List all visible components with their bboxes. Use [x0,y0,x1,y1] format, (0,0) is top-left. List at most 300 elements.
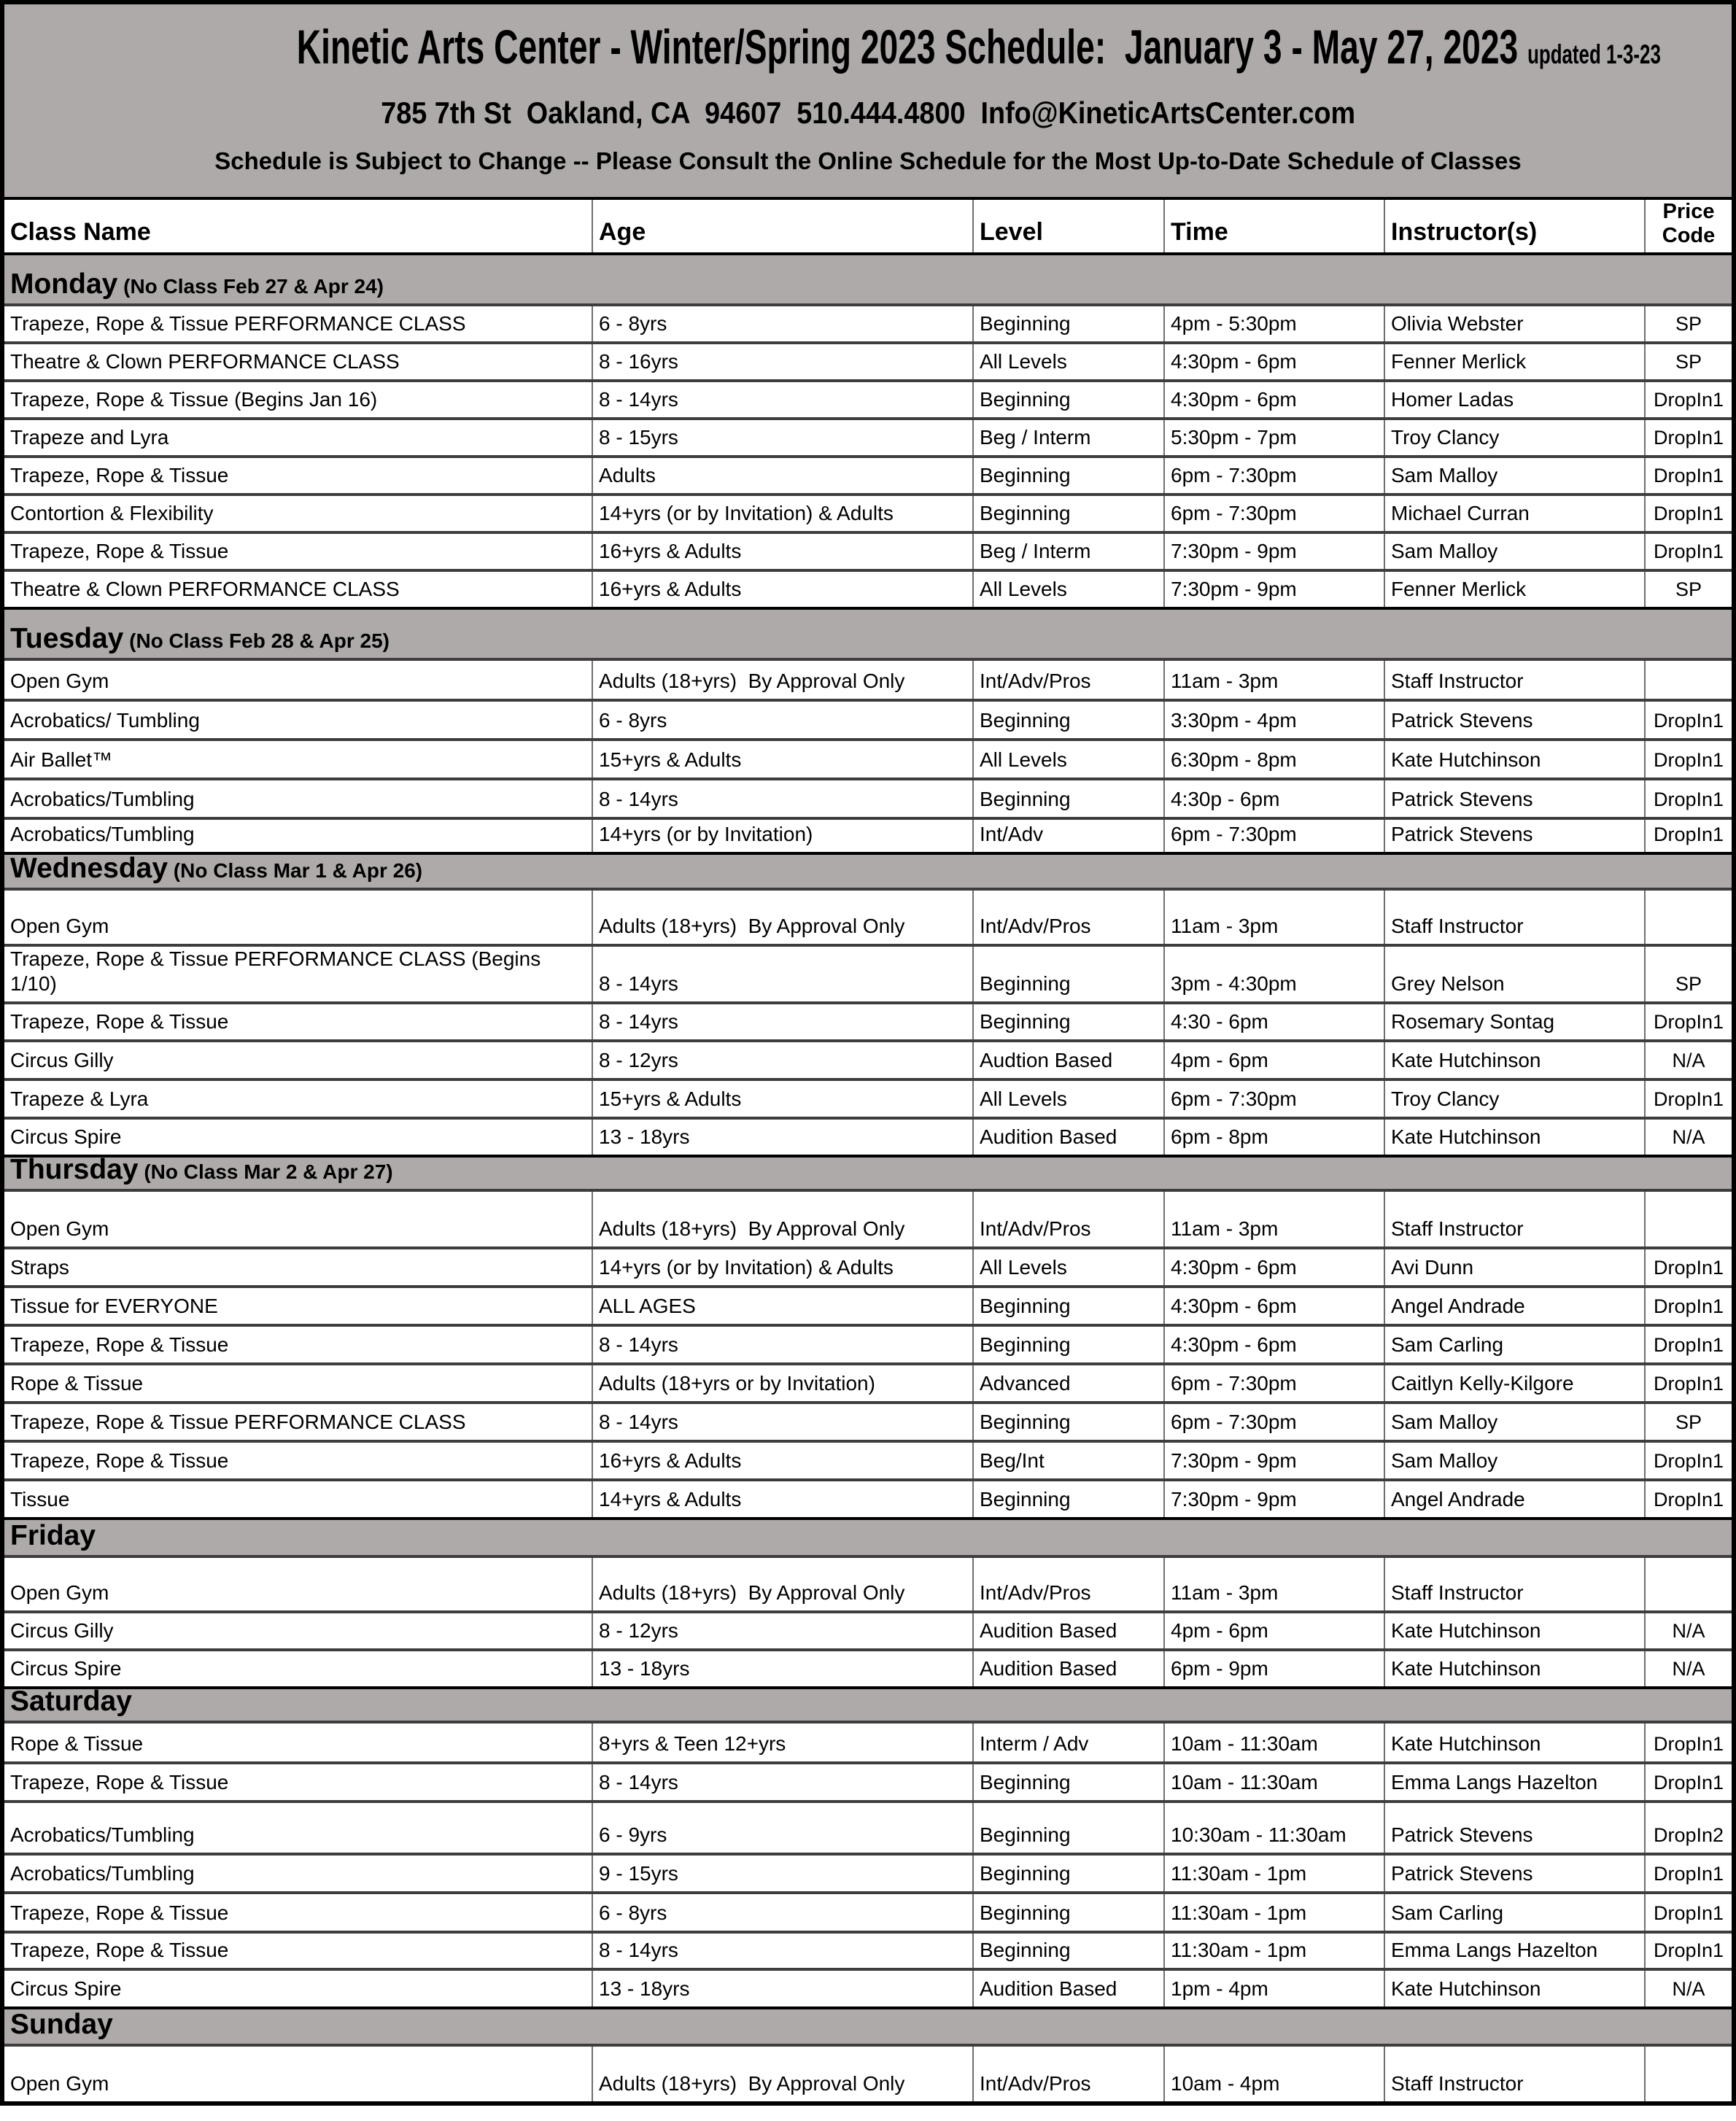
column-header-price-code: Price Code [1645,200,1732,254]
day-label: Tuesday [10,623,124,654]
class-name-cell: Trapeze, Rope & Tissue [4,1763,592,1802]
price-code-cell [1645,889,1732,945]
time-cell: 11:30am - 1pm [1164,1893,1384,1932]
time-cell: 4pm - 6pm [1164,1041,1384,1079]
instructor-cell: Sam Carling [1384,1325,1645,1364]
instructor-cell: Emma Langs Hazelton [1384,1932,1645,1969]
class-name-cell: Rope & Tissue [4,1364,592,1403]
price-code-cell: SP [1645,1403,1732,1441]
level-cell: Beg / Interm [973,419,1164,457]
day-band-cell [4,608,1732,659]
instructor-cell: Rosemary Sontag [1384,1003,1645,1041]
time-cell: 7:30pm - 9pm [1164,532,1384,570]
instructor-cell: Staff Instructor [1384,2045,1645,2101]
time-cell: 4:30pm - 6pm [1164,1248,1384,1287]
instructor-cell: Homer Ladas [1384,381,1645,419]
class-row [4,1003,1732,1041]
age-cell: Adults (18+yrs) By Approval Only [592,889,973,945]
level-cell: Beginning [973,1325,1164,1364]
age-cell: 8 - 12yrs [592,1041,973,1079]
level-cell: Audition Based [973,1969,1164,2008]
age-cell: 6 - 8yrs [592,700,973,740]
price-code-cell: DropIn1 [1645,740,1732,779]
price-code-cell [1645,1190,1732,1248]
class-row [4,1480,1732,1519]
instructor-cell: Grey Nelson [1384,945,1645,1003]
time-cell: 11am - 3pm [1164,889,1384,945]
time-cell: 5:30pm - 7pm [1164,419,1384,457]
day-band-monday [4,254,1732,305]
instructor-cell: Caitlyn Kelly-Kilgore [1384,1364,1645,1403]
class-name-cell: Open Gym [4,889,592,945]
class-row [4,381,1732,419]
time-cell: 4pm - 6pm [1164,1612,1384,1650]
day-label: Monday [10,268,118,300]
time-cell: 7:30pm - 9pm [1164,570,1384,608]
price-code-cell: DropIn1 [1645,419,1732,457]
updated-note: updated 1-3-23 [1527,39,1661,69]
title-scale-wrapper [297,20,1661,81]
level-cell: Int/Adv [973,818,1164,853]
price-code-cell: SP [1645,945,1732,1003]
age-cell: Adults (18+yrs) By Approval Only [592,1556,973,1612]
instructor-cell: Patrick Stevens [1384,1854,1645,1893]
document-header [4,4,1732,200]
schedule-change-note: Schedule is Subject to Change -- Please Consult the Online Schedule for the Most Up-to-Date Schedule of Classes [214,147,1522,174]
class-row [4,343,1732,381]
day-label: Thursday [10,1156,139,1185]
age-cell: 8 - 14yrs [592,945,973,1003]
time-cell: 6pm - 9pm [1164,1650,1384,1688]
class-name-cell: Trapeze, Rope & Tissue [4,1893,592,1932]
time-cell: 4:30pm - 6pm [1164,343,1384,381]
level-cell: Beginning [973,1003,1164,1041]
age-cell: 14+yrs (or by Invitation) [592,818,973,853]
class-row [4,457,1732,495]
time-cell: 3pm - 4:30pm [1164,945,1384,1003]
class-row [4,1248,1732,1287]
age-cell: Adults (18+yrs or by Invitation) [592,1364,973,1403]
class-row [4,1802,1732,1854]
age-cell: Adults (18+yrs) By Approval Only [592,1190,973,1248]
class-row [4,779,1732,818]
class-name-cell: Acrobatics/Tumbling [4,1854,592,1893]
instructor-cell: Kate Hutchinson [1384,1041,1645,1079]
class-name-cell: Rope & Tissue [4,1722,592,1763]
class-name-cell: Circus Spire [4,1969,592,2008]
level-cell: Beginning [973,1932,1164,1969]
instructor-cell: Patrick Stevens [1384,700,1645,740]
level-cell: All Levels [973,1079,1164,1118]
class-row [4,305,1732,343]
price-code-cell: DropIn1 [1645,1248,1732,1287]
instructor-cell: Sam Malloy [1384,457,1645,495]
age-cell: 8 - 14yrs [592,779,973,818]
price-code-cell: SP [1645,305,1732,343]
class-name-cell: Theatre & Clown PERFORMANCE CLASS [4,570,592,608]
price-code-cell: DropIn1 [1645,779,1732,818]
class-name-cell: Trapeze, Rope & Tissue [4,1932,592,1969]
class-name-cell: Circus Spire [4,1650,592,1688]
class-row [4,740,1732,779]
age-cell: 8 - 14yrs [592,1003,973,1041]
age-cell: 6 - 8yrs [592,305,973,343]
class-name-cell: Open Gym [4,659,592,700]
class-row [4,570,1732,608]
class-row [4,495,1732,532]
price-code-cell: SP [1645,570,1732,608]
level-cell: Audition Based [973,1612,1164,1650]
age-cell: 15+yrs & Adults [592,740,973,779]
age-cell: 8 - 14yrs [592,1403,973,1441]
level-cell: Advanced [973,1364,1164,1403]
class-row [4,1287,1732,1325]
instructor-cell: Kate Hutchinson [1384,1118,1645,1156]
price-code-cell: DropIn1 [1645,381,1732,419]
class-name-cell: Tissue for EVERYONE [4,1287,592,1325]
time-cell: 6pm - 7:30pm [1164,495,1384,532]
time-cell: 4:30pm - 6pm [1164,381,1384,419]
instructor-cell: Kate Hutchinson [1384,1722,1645,1763]
age-cell: Adults (18+yrs) By Approval Only [592,659,973,700]
level-cell: Beginning [973,495,1164,532]
age-cell: ALL AGES [592,1287,973,1325]
instructor-cell: Fenner Merlick [1384,570,1645,608]
class-row [4,1650,1732,1688]
level-cell: Audtion Based [973,1041,1164,1079]
instructor-cell: Sam Malloy [1384,532,1645,570]
column-header-age: Age [592,200,973,254]
class-name-cell: Open Gym [4,1556,592,1612]
age-cell: 8 - 16yrs [592,343,973,381]
class-name-cell: Tissue [4,1480,592,1519]
price-code-cell: DropIn1 [1645,1722,1732,1763]
level-cell: Interm / Adv [973,1722,1164,1763]
price-code-cell: SP [1645,343,1732,381]
instructor-cell: Patrick Stevens [1384,1802,1645,1854]
instructor-cell: Olivia Webster [1384,305,1645,343]
age-cell: 8 - 14yrs [592,1763,973,1802]
price-code-cell: N/A [1645,1612,1732,1650]
level-cell: Int/Adv/Pros [973,1556,1164,1612]
day-band-saturday [4,1688,1732,1722]
level-cell: Beginning [973,700,1164,740]
age-cell: 8 - 14yrs [592,1932,973,1969]
column-header-row [4,200,1732,254]
class-name-cell: Acrobatics/Tumbling [4,818,592,853]
class-row [4,1763,1732,1802]
class-name-cell: Trapeze, Rope & Tissue [4,1003,592,1041]
class-name-cell: Circus Spire [4,1118,592,1156]
column-header-instructor-s: Instructor(s) [1384,200,1645,254]
age-cell: 13 - 18yrs [592,1118,973,1156]
age-cell: 8 - 12yrs [592,1612,973,1650]
age-cell: 8+yrs & Teen 12+yrs [592,1722,973,1763]
class-name-cell: Trapeze, Rope & Tissue [4,532,592,570]
time-cell: 10am - 4pm [1164,2045,1384,2101]
age-cell: 14+yrs & Adults [592,1480,973,1519]
class-row [4,532,1732,570]
price-code-cell: DropIn1 [1645,1854,1732,1893]
instructor-cell: Sam Malloy [1384,1441,1645,1480]
title-line [4,20,1732,87]
day-label: Saturday [10,1688,132,1717]
price-code-cell: DropIn1 [1645,1763,1732,1802]
address-text: 785 7th St Oakland, CA 94607 510.444.4800 Info@KineticArtsCenter.com [381,96,1355,130]
day-band-cell [4,254,1732,305]
level-cell: Int/Adv/Pros [973,659,1164,700]
level-cell: Beginning [973,1802,1164,1854]
price-code-cell [1645,659,1732,700]
age-cell: 13 - 18yrs [592,1650,973,1688]
time-cell: 7:30pm - 9pm [1164,1480,1384,1519]
class-name-cell: Trapeze & Lyra [4,1079,592,1118]
level-cell: Int/Adv/Pros [973,2045,1164,2101]
age-cell: 16+yrs & Adults [592,1441,973,1480]
time-cell: 11:30am - 1pm [1164,1932,1384,1969]
class-row [4,700,1732,740]
time-cell: 4:30pm - 6pm [1164,1325,1384,1364]
instructor-cell: Kate Hutchinson [1384,1650,1645,1688]
class-name-cell: Trapeze, Rope & Tissue [4,1325,592,1364]
age-cell: 6 - 8yrs [592,1893,973,1932]
price-code-cell: DropIn1 [1645,700,1732,740]
time-cell: 6pm - 8pm [1164,1118,1384,1156]
time-cell: 6pm - 7:30pm [1164,1364,1384,1403]
instructor-cell: Sam Malloy [1384,1403,1645,1441]
instructor-cell: Troy Clancy [1384,419,1645,457]
level-cell: Beginning [973,1854,1164,1893]
price-code-cell [1645,2045,1732,2101]
instructor-cell: Kate Hutchinson [1384,1969,1645,2008]
instructor-cell: Kate Hutchinson [1384,1612,1645,1650]
day-label: Friday [10,1520,96,1551]
level-cell: Audition Based [973,1118,1164,1156]
price-code-cell: DropIn1 [1645,1364,1732,1403]
price-code-cell: DropIn1 [1645,532,1732,570]
class-name-cell: Trapeze, Rope & Tissue [4,1441,592,1480]
day-band-friday [4,1519,1732,1556]
age-cell: 15+yrs & Adults [592,1079,973,1118]
price-code-cell: DropIn1 [1645,457,1732,495]
level-cell: Audition Based [973,1650,1164,1688]
price-code-cell: DropIn1 [1645,1325,1732,1364]
level-cell: All Levels [973,343,1164,381]
table-header [4,200,1732,254]
day-label: Wednesday [10,853,168,884]
level-cell: Beginning [973,1480,1164,1519]
level-cell: Beginning [973,1763,1164,1802]
column-header-class-name: Class Name [4,200,592,254]
day-note: (No Class Mar 1 & Apr 26) [168,859,423,882]
level-cell: All Levels [973,740,1164,779]
instructor-cell: Staff Instructor [1384,1190,1645,1248]
price-code-cell: DropIn1 [1645,1079,1732,1118]
price-code-cell: DropIn1 [1645,495,1732,532]
day-band-cell [4,1688,1732,1722]
time-cell: 11am - 3pm [1164,659,1384,700]
price-code-cell: N/A [1645,1969,1732,2008]
day-band-wednesday [4,853,1732,889]
level-cell: Beginning [973,779,1164,818]
day-note: (No Class Feb 27 & Apr 24) [117,275,384,298]
age-cell: 13 - 18yrs [592,1969,973,2008]
time-cell: 6pm - 7:30pm [1164,818,1384,853]
price-code-cell: N/A [1645,1650,1732,1688]
time-cell: 11am - 3pm [1164,1556,1384,1612]
level-cell: Beginning [973,457,1164,495]
class-name-cell: Open Gym [4,2045,592,2101]
class-name-cell: Trapeze, Rope & Tissue PERFORMANCE CLASS [4,1403,592,1441]
class-row [4,1854,1732,1893]
day-note: (No Class Feb 28 & Apr 25) [123,629,390,652]
class-row [4,818,1732,853]
price-code-cell: DropIn1 [1645,1003,1732,1041]
class-name-cell: Air Ballet™ [4,740,592,779]
class-name-cell: Circus Gilly [4,1612,592,1650]
time-cell: 4:30pm - 6pm [1164,1287,1384,1325]
level-cell: Beginning [973,1403,1164,1441]
class-name-cell: Trapeze and Lyra [4,419,592,457]
class-name-cell: Straps [4,1248,592,1287]
class-row [4,1722,1732,1763]
age-cell: 14+yrs (or by Invitation) & Adults [592,1248,973,1287]
instructor-cell: Staff Instructor [1384,889,1645,945]
age-cell: 16+yrs & Adults [592,570,973,608]
price-code-cell: DropIn1 [1645,1441,1732,1480]
class-row [4,1079,1732,1118]
level-cell: Beginning [973,1893,1164,1932]
class-row [4,889,1732,945]
price-code-cell: DropIn1 [1645,1893,1732,1932]
age-cell: 9 - 15yrs [592,1854,973,1893]
class-name-cell: Acrobatics/Tumbling [4,1802,592,1854]
class-name-cell: Trapeze, Rope & Tissue PERFORMANCE CLASS [4,305,592,343]
day-band-tuesday [4,608,1732,659]
schedule-table [4,200,1732,2101]
time-cell: 6:30pm - 8pm [1164,740,1384,779]
instructor-cell: Sam Carling [1384,1893,1645,1932]
class-row [4,1441,1732,1480]
day-band-cell [4,853,1732,889]
class-name-cell: Acrobatics/ Tumbling [4,700,592,740]
class-row [4,1118,1732,1156]
time-cell: 10am - 11:30am [1164,1722,1384,1763]
time-cell: 10:30am - 11:30am [1164,1802,1384,1854]
age-cell: Adults [592,457,973,495]
price-code-cell: DropIn1 [1645,1932,1732,1969]
time-cell: 10am - 11:30am [1164,1763,1384,1802]
instructor-cell: Angel Andrade [1384,1287,1645,1325]
level-cell: All Levels [973,1248,1164,1287]
day-note: (No Class Mar 2 & Apr 27) [138,1160,393,1183]
instructor-cell: Fenner Merlick [1384,343,1645,381]
class-row [4,1325,1732,1364]
age-cell: 6 - 9yrs [592,1802,973,1854]
day-band-cell [4,1519,1732,1556]
time-cell: 4:30p - 6pm [1164,779,1384,818]
column-header-time: Time [1164,200,1384,254]
class-name-cell: Trapeze, Rope & Tissue (Begins Jan 16) [4,381,592,419]
page-title: Kinetic Arts Center - Winter/Spring 2023 Schedule: January 3 - May 27, 2023 [296,20,1519,74]
price-code-cell: DropIn1 [1645,1480,1732,1519]
class-row [4,659,1732,700]
class-row [4,945,1732,1003]
class-row [4,1190,1732,1248]
level-cell: Int/Adv/Pros [973,889,1164,945]
instructor-cell: Michael Curran [1384,495,1645,532]
age-cell: 16+yrs & Adults [592,532,973,570]
time-cell: 3:30pm - 4pm [1164,700,1384,740]
price-code-cell: N/A [1645,1118,1732,1156]
level-cell: Beginning [973,305,1164,343]
day-band-thursday [4,1156,1732,1190]
time-cell: 11am - 3pm [1164,1190,1384,1248]
level-cell: Beg/Int [973,1441,1164,1480]
price-code-cell: N/A [1645,1041,1732,1079]
instructor-cell: Patrick Stevens [1384,779,1645,818]
time-cell: 11:30am - 1pm [1164,1854,1384,1893]
class-name-cell: Open Gym [4,1190,592,1248]
time-cell: 6pm - 7:30pm [1164,457,1384,495]
level-cell: Beg / Interm [973,532,1164,570]
class-row [4,1612,1732,1650]
instructor-cell: Angel Andrade [1384,1480,1645,1519]
level-cell: Beginning [973,1287,1164,1325]
time-cell: 4pm - 5:30pm [1164,305,1384,343]
class-name-cell: Trapeze, Rope & Tissue PERFORMANCE CLASS (Begins 1/10) [4,945,592,1003]
age-cell: 8 - 14yrs [592,381,973,419]
price-code-cell: DropIn1 [1645,818,1732,853]
class-row [4,1969,1732,2008]
class-name-cell: Circus Gilly [4,1041,592,1079]
class-row [4,1403,1732,1441]
day-label: Sunday [10,2009,113,2040]
age-cell: 8 - 14yrs [592,1325,973,1364]
instructor-cell: Avi Dunn [1384,1248,1645,1287]
day-band-sunday [4,2008,1732,2045]
class-row [4,1041,1732,1079]
time-cell: 1pm - 4pm [1164,1969,1384,2008]
time-cell: 7:30pm - 9pm [1164,1441,1384,1480]
class-name-cell: Acrobatics/Tumbling [4,779,592,818]
age-cell: 8 - 15yrs [592,419,973,457]
class-name-cell: Contortion & Flexibility [4,495,592,532]
time-cell: 6pm - 7:30pm [1164,1079,1384,1118]
class-row [4,1932,1732,1969]
class-row [4,419,1732,457]
level-cell: All Levels [973,570,1164,608]
level-cell: Int/Adv/Pros [973,1190,1164,1248]
address-line [4,96,1732,138]
day-band-cell [4,2008,1732,2045]
instructor-cell: Kate Hutchinson [1384,740,1645,779]
instructor-cell: Emma Langs Hazelton [1384,1763,1645,1802]
instructor-cell: Troy Clancy [1384,1079,1645,1118]
time-cell: 6pm - 7:30pm [1164,1403,1384,1441]
class-row [4,2045,1732,2101]
class-row [4,1364,1732,1403]
class-name-cell: Theatre & Clown PERFORMANCE CLASS [4,343,592,381]
time-cell: 4:30 - 6pm [1164,1003,1384,1041]
class-name-cell: Trapeze, Rope & Tissue [4,457,592,495]
age-cell: 14+yrs (or by Invitation) & Adults [592,495,973,532]
instructor-cell: Patrick Stevens [1384,818,1645,853]
age-cell: Adults (18+yrs) By Approval Only [592,2045,973,2101]
price-code-cell [1645,1556,1732,1612]
instructor-cell: Staff Instructor [1384,659,1645,700]
table-body [4,254,1732,2101]
